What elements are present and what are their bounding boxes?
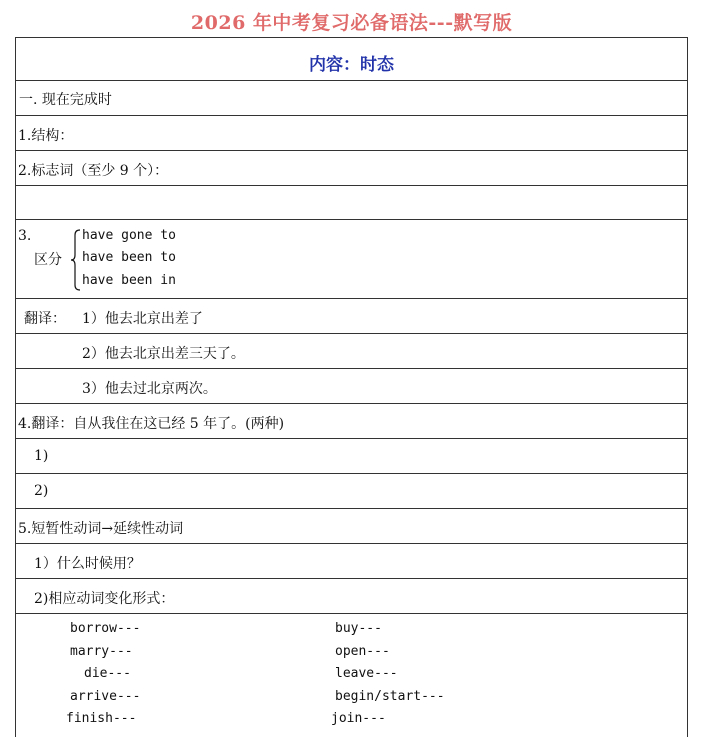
distinguish-row — [16, 220, 687, 299]
answer-row-1 — [16, 439, 687, 474]
question-5-1-row — [16, 544, 687, 579]
question-5: 5.短暂性动词→延续性动词 — [18, 521, 184, 537]
verb-right: open--- — [335, 644, 390, 659]
markers-label: 2.标志词（至少 9 个）： — [18, 163, 169, 179]
phrase-have-gone-to: have gone to — [82, 228, 176, 243]
verb-forms-area — [16, 614, 687, 738]
section-title-row — [16, 81, 687, 116]
translate-item: 2）他去北京出差三天了。 — [82, 346, 245, 362]
question-5-2: 2)相应动词变化形式： — [34, 591, 175, 607]
answer-row-2 — [16, 474, 687, 509]
question-4: 4.翻译：自从我住在这已经 5 年了。(两种) — [18, 416, 285, 432]
verb-left: arrive--- — [70, 689, 141, 704]
answer-label: 1) — [34, 448, 49, 464]
header-row — [16, 38, 687, 81]
question-4-row — [16, 404, 687, 439]
verb-right: buy--- — [335, 621, 382, 636]
document-title: 2026 年中考复习必备语法---默写版 — [190, 12, 513, 34]
verb-right: begin/start--- — [335, 689, 445, 704]
translate-label: 翻译： — [24, 311, 66, 327]
verb-left: die--- — [84, 666, 131, 681]
answer-label: 2) — [34, 483, 49, 499]
blank-answer-row — [16, 186, 687, 220]
question-5-row — [16, 509, 687, 544]
section-title: 一. 现在完成时 — [19, 92, 112, 108]
phrase-have-been-in: have been in — [82, 273, 176, 288]
verb-left: borrow--- — [70, 621, 141, 636]
verb-right: join--- — [331, 711, 386, 726]
verb-left: marry--- — [70, 644, 133, 659]
question-5-1: 1）什么时候用？ — [34, 556, 141, 572]
translate-item: 3）他去过北京两次。 — [82, 381, 217, 397]
verb-left: finish--- — [66, 711, 137, 726]
verb-right: leave--- — [335, 666, 398, 681]
phrase-have-been-to: have been to — [82, 250, 176, 265]
worksheet-table — [15, 37, 688, 737]
translate-row-1 — [16, 299, 687, 334]
translate-row-3 — [16, 369, 687, 404]
question-5-2-row — [16, 579, 687, 614]
distinguish-label: 区分 — [34, 252, 62, 268]
structure-label: 1.结构： — [18, 128, 74, 144]
translate-row-2 — [16, 334, 687, 369]
structure-row — [16, 116, 687, 151]
content-heading: 内容：时态 — [309, 55, 394, 75]
distinguish-number: 3. — [18, 228, 32, 244]
markers-row — [16, 151, 687, 186]
translate-item: 1）他去北京出差了 — [82, 311, 203, 327]
brace-icon — [71, 229, 81, 291]
